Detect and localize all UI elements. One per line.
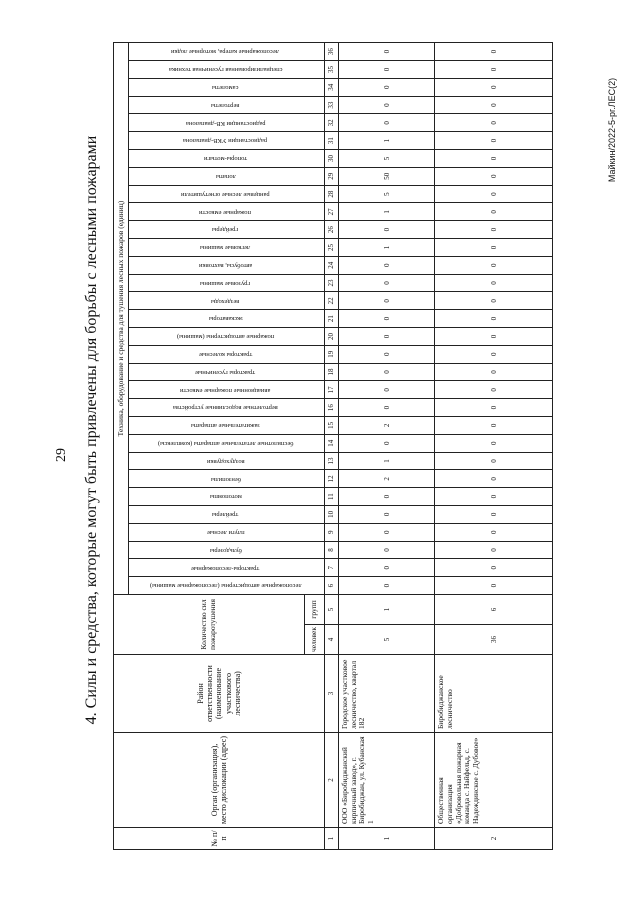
equipment-col-11	[129, 399, 325, 417]
equipment-col-13	[129, 363, 325, 381]
document-code: Майкин/2022-5-рг.ЛЕС(2)	[607, 77, 617, 183]
row-value: 0	[339, 78, 435, 96]
equipment-col-30	[129, 61, 325, 79]
row-groups: 6	[435, 594, 553, 624]
equipment-label: тракторы-лесопожарные	[191, 564, 260, 572]
index-cell: 12	[325, 470, 339, 488]
row-value: 2	[339, 417, 435, 435]
header-groups: групп	[305, 594, 325, 624]
row-value: 0	[435, 292, 553, 310]
index-cell: 16	[325, 399, 339, 417]
row-value: 5	[339, 185, 435, 203]
index-cell: 11	[325, 488, 339, 506]
row-value: 0	[435, 310, 553, 328]
equipment-label: вездеходы	[211, 297, 240, 305]
index-cell: 5	[325, 594, 339, 624]
equipment-col-17	[129, 292, 325, 310]
equipment-label: радиостанции КВ-диапазона	[185, 119, 266, 127]
row-value: 0	[435, 114, 553, 132]
row-people: 5	[339, 625, 435, 655]
equipment-label: радиостанции УКВ-диапазона	[183, 137, 268, 145]
row-people: 36	[435, 625, 553, 655]
row-value: 0	[435, 43, 553, 61]
equipment-label: топоры-мотыги	[203, 155, 248, 163]
row-value: 0	[435, 221, 553, 239]
row-value: 1	[339, 203, 435, 221]
row-groups: 1	[339, 594, 435, 624]
equipment-label: вертолетные водосливные устройства	[173, 404, 278, 412]
row-value: 0	[435, 559, 553, 577]
row-value: 0	[339, 506, 435, 524]
row-value: 0	[435, 506, 553, 524]
row-value: 0	[339, 363, 435, 381]
row-value: 0	[435, 167, 553, 185]
row-value: 1	[339, 132, 435, 150]
row-value: 0	[339, 256, 435, 274]
equipment-label: автобусы, вахтовки	[198, 261, 253, 269]
index-cell: 22	[325, 292, 339, 310]
equipment-col-7	[129, 470, 325, 488]
equipment-col-12	[129, 381, 325, 399]
index-cell: 29	[325, 167, 339, 185]
index-cell: 27	[325, 203, 339, 221]
equipment-label: пожарные емкости	[199, 208, 252, 216]
header-district: Район ответственности (наименование участкового лесничества)	[114, 655, 325, 733]
equipment-label: трейлеры	[212, 511, 239, 519]
equipment-col-5	[129, 506, 325, 524]
equipment-col-3	[129, 541, 325, 559]
row-value: 0	[339, 96, 435, 114]
equipment-col-20	[129, 239, 325, 257]
equipment-label: зажигательные аппараты	[191, 422, 260, 430]
row-value: 0	[339, 399, 435, 417]
row-value: 0	[339, 488, 435, 506]
index-cell: 9	[325, 523, 339, 541]
row-value: 0	[435, 452, 553, 470]
row-value: 0	[435, 434, 553, 452]
equipment-label: самолеты	[212, 84, 239, 92]
equipment-col-21	[129, 221, 325, 239]
row-value: 0	[435, 541, 553, 559]
equipment-label: экскаваторы	[208, 315, 243, 323]
row-value: 0	[435, 577, 553, 595]
index-cell: 10	[325, 506, 339, 524]
section-title: 4. Силы и средства, которые могут быть привлечены для борьбы с лесными пожарами	[83, 135, 100, 725]
index-cell: 28	[325, 185, 339, 203]
equipment-col-16	[129, 310, 325, 328]
equipment-label: плуги лесные	[206, 528, 245, 536]
page-number: 29	[54, 448, 69, 462]
equipment-label: бульдозеры	[209, 546, 242, 554]
row-value: 0	[339, 43, 435, 61]
index-cell: 17	[325, 381, 339, 399]
index-cell: 30	[325, 150, 339, 168]
equipment-col-18	[129, 274, 325, 292]
table-row	[435, 43, 553, 850]
row-value: 0	[339, 61, 435, 79]
equipment-label: грузовые машины	[200, 279, 251, 287]
row-value: 0	[339, 577, 435, 595]
index-cell: 6	[325, 577, 339, 595]
row-district: Биробиджанское лесничество	[435, 655, 553, 733]
equipment-col-9	[129, 434, 325, 452]
index-cell: 3	[325, 655, 339, 733]
index-cell: 15	[325, 417, 339, 435]
row-value: 2	[339, 470, 435, 488]
row-num: 2	[435, 828, 553, 850]
equipment-label: пожарные автоцистерны (машины)	[176, 333, 275, 341]
row-value: 0	[339, 523, 435, 541]
equipment-label: ранцевые лесные огнетушители	[181, 190, 270, 198]
header-org: Орган (организация), место дислокации (адрес)	[114, 733, 325, 828]
equipment-col-24	[129, 167, 325, 185]
equipment-label: авиационные пожарные емкости	[180, 386, 271, 394]
row-value: 0	[339, 328, 435, 346]
row-value: 50	[339, 167, 435, 185]
index-cell: 35	[325, 61, 339, 79]
row-value: 0	[339, 559, 435, 577]
row-value: 0	[435, 185, 553, 203]
index-cell: 21	[325, 310, 339, 328]
row-value: 0	[339, 381, 435, 399]
row-value: 0	[435, 488, 553, 506]
equipment-col-6	[129, 488, 325, 506]
index-cell: 26	[325, 221, 339, 239]
index-cell: 24	[325, 256, 339, 274]
equipment-col-29	[129, 78, 325, 96]
equipment-col-1	[129, 577, 325, 595]
equipment-label: специализированная гусеничная техника	[168, 66, 283, 74]
row-value: 0	[339, 310, 435, 328]
forces-table-container	[113, 48, 553, 850]
equipment-col-26	[129, 132, 325, 150]
equipment-label: лесопожарные автоцистерны (лесопожарные машины)	[149, 582, 302, 590]
row-value: 0	[435, 399, 553, 417]
equipment-col-23	[129, 185, 325, 203]
equipment-col-31	[129, 43, 325, 61]
index-cell: 19	[325, 345, 339, 363]
equipment-label: бензопилы	[210, 475, 241, 483]
index-cell: 7	[325, 559, 339, 577]
row-value: 0	[435, 274, 553, 292]
row-value: 0	[435, 363, 553, 381]
index-cell: 1	[325, 828, 339, 850]
row-value: 0	[435, 132, 553, 150]
row-value: 0	[435, 470, 553, 488]
row-org: ООО «Биробиджанский кирпичный завод», г. Биробиджан, ул. Кубанская 1	[339, 733, 435, 828]
row-value: 0	[435, 150, 553, 168]
row-org: Общественная организация «Добровольная пожарная команда с. Найфельд, с. Надеждинское с. Дубовое»	[435, 733, 553, 828]
row-value: 0	[435, 523, 553, 541]
index-cell: 23	[325, 274, 339, 292]
header-num: № п/п	[114, 828, 325, 850]
header-quantity: Количество сил пожаротушения	[114, 594, 305, 654]
equipment-label: грейдеры	[212, 226, 239, 234]
index-cell: 33	[325, 96, 339, 114]
table-row	[339, 43, 435, 850]
equipment-label: вертолеты	[211, 101, 240, 109]
index-cell: 20	[325, 328, 339, 346]
equipment-label: лесопожарные катера, моторные лодки	[171, 48, 280, 56]
row-value: 1	[339, 452, 435, 470]
equipment-label: тракторы гусеничные	[195, 368, 256, 376]
equipment-col-2	[129, 559, 325, 577]
equipment-label: тракторы колесные	[198, 350, 253, 358]
row-value: 0	[435, 78, 553, 96]
index-cell: 14	[325, 434, 339, 452]
row-value: 0	[339, 434, 435, 452]
index-cell: 13	[325, 452, 339, 470]
equipment-col-8	[129, 452, 325, 470]
equipment-label: легковые машины	[200, 244, 251, 252]
equipment-col-4	[129, 523, 325, 541]
header-equipment: Техника, оборудование и средства для тушения лесных пожаров (единиц)	[114, 43, 129, 595]
row-num: 1	[339, 828, 435, 850]
index-cell: 32	[325, 114, 339, 132]
row-value: 0	[339, 114, 435, 132]
equipment-label: воздуходувки	[206, 457, 245, 465]
row-value: 0	[339, 221, 435, 239]
equipment-col-22	[129, 203, 325, 221]
equipment-label: мотопомпы	[209, 493, 242, 501]
index-cell: 2	[325, 733, 339, 828]
row-value: 0	[339, 345, 435, 363]
index-cell: 25	[325, 239, 339, 257]
equipment-col-14	[129, 345, 325, 363]
equipment-col-19	[129, 256, 325, 274]
equipment-col-10	[129, 417, 325, 435]
row-value: 0	[435, 417, 553, 435]
row-value: 0	[435, 61, 553, 79]
row-value: 0	[435, 345, 553, 363]
row-value: 0	[339, 292, 435, 310]
equipment-label: лопаты	[215, 173, 236, 180]
equipment-col-15	[129, 328, 325, 346]
forces-table	[113, 42, 553, 850]
index-cell: 4	[325, 625, 339, 655]
row-value: 5	[339, 150, 435, 168]
index-cell: 8	[325, 541, 339, 559]
row-value: 0	[435, 203, 553, 221]
index-cell: 34	[325, 78, 339, 96]
equipment-label: беспилотные летательные аппараты (комплексы)	[157, 439, 294, 447]
index-cell: 18	[325, 363, 339, 381]
index-cell: 36	[325, 43, 339, 61]
row-value: 0	[339, 541, 435, 559]
row-value: 0	[435, 381, 553, 399]
equipment-col-28	[129, 96, 325, 114]
row-value: 0	[435, 256, 553, 274]
index-cell: 31	[325, 132, 339, 150]
row-value: 0	[435, 328, 553, 346]
row-value: 0	[339, 274, 435, 292]
row-value: 1	[339, 239, 435, 257]
header-people: человек	[305, 625, 325, 655]
row-district: Городское участковое лесничество, квартал 182	[339, 655, 435, 733]
row-value: 0	[435, 96, 553, 114]
equipment-col-25	[129, 150, 325, 168]
row-value: 0	[435, 239, 553, 257]
equipment-col-27	[129, 114, 325, 132]
